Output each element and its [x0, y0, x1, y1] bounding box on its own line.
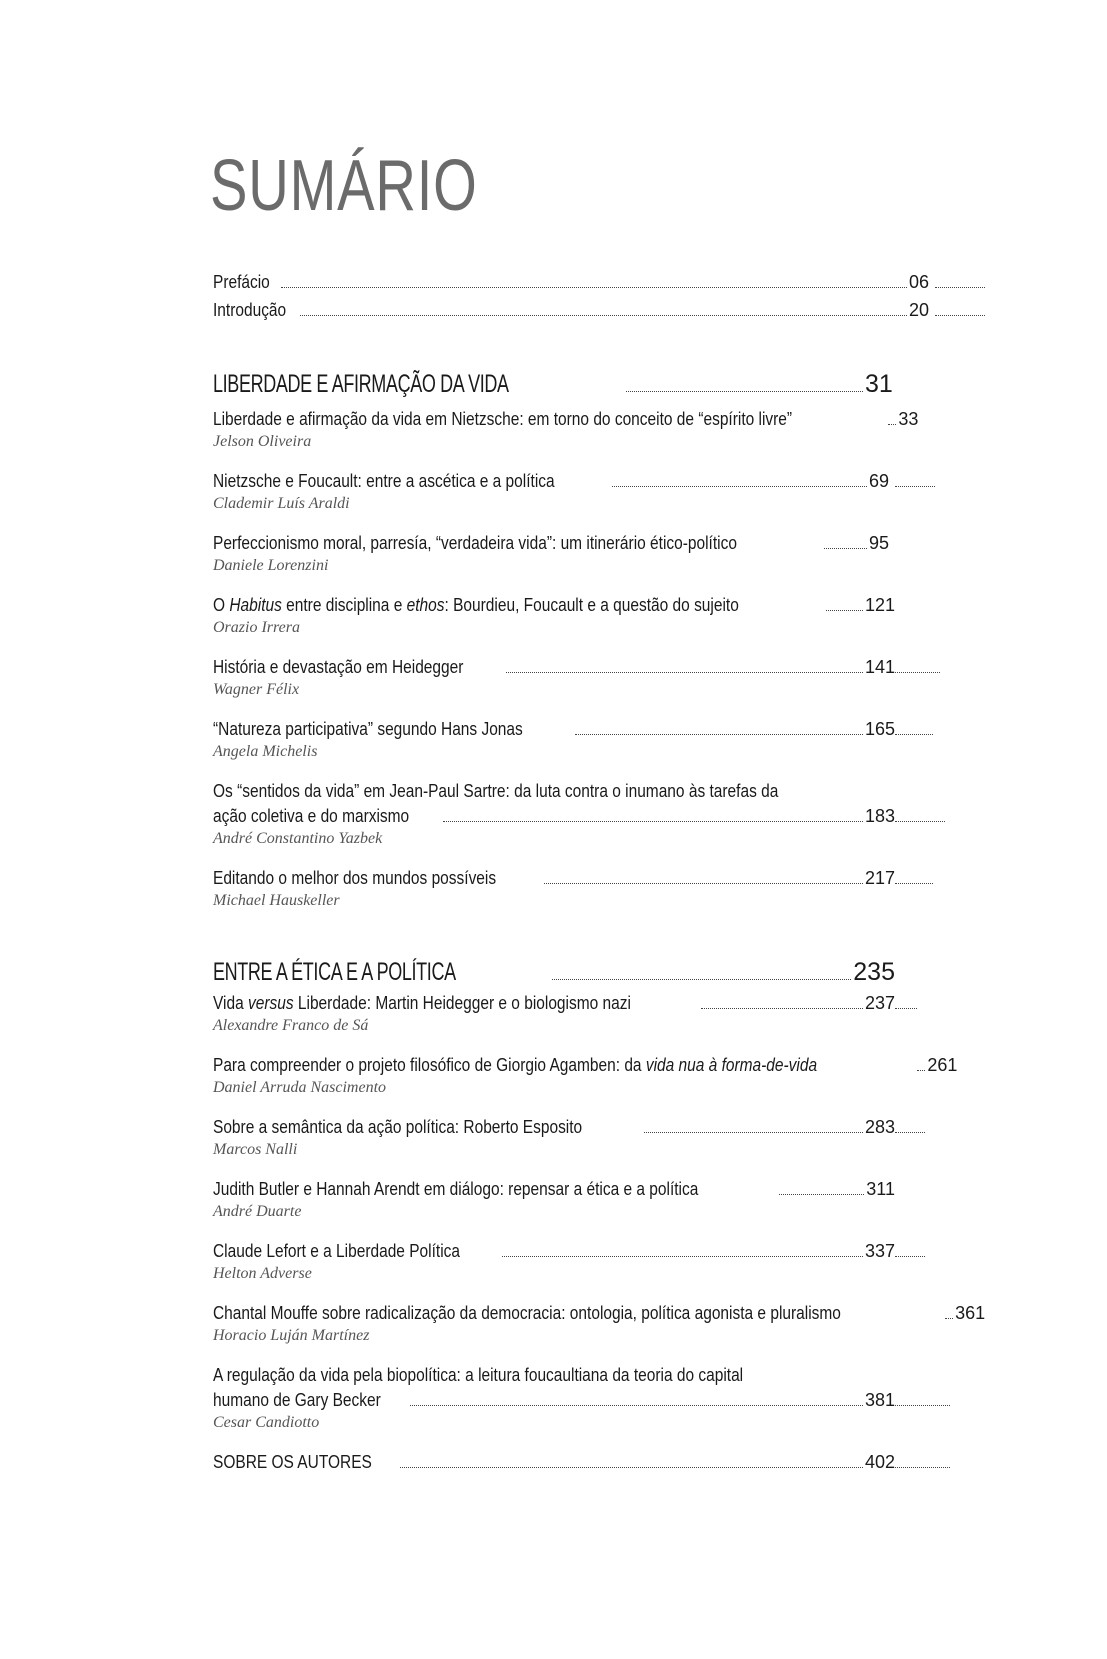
- entry-title: Judith Butler e Hannah Arendt em diálogo: repensar a ética e a política: [213, 1179, 699, 1199]
- entry-author: André Duarte: [213, 1203, 302, 1220]
- dot-leader: [575, 734, 863, 735]
- toc-entry[interactable]: [213, 1115, 985, 1160]
- page-number: 121: [864, 595, 895, 615]
- page-title: SUMÁRIO: [210, 146, 478, 226]
- page-number: 235: [853, 958, 895, 986]
- dot-leader: [552, 979, 851, 980]
- dot-leader: [779, 1194, 864, 1195]
- entry-author: Marcos Nalli: [213, 1141, 298, 1158]
- page-number: 217: [864, 868, 895, 888]
- toc-entry-sobre-os-autores[interactable]: [213, 1450, 985, 1475]
- dot-leader: [917, 1070, 925, 1071]
- page-number: 381: [864, 1390, 895, 1410]
- dot-leader: [300, 315, 907, 316]
- entry-author: Daniele Lorenzini: [213, 557, 329, 574]
- entry-author: Daniel Arruda Nascimento: [213, 1079, 387, 1096]
- page-number: 402: [864, 1452, 895, 1472]
- entry-title: “Natureza participativa” segundo Hans Jonas: [213, 719, 523, 739]
- entry-title: Claude Lefort e a Liberdade Política: [213, 1241, 460, 1261]
- toc-entry[interactable]: [213, 717, 985, 762]
- entry-title: Nietzsche e Foucault: entre a ascética e a política: [213, 471, 555, 491]
- page-number: 183: [864, 806, 895, 826]
- section-heading-2[interactable]: [213, 955, 985, 989]
- dot-leader-trail: [895, 734, 933, 735]
- entry-title-line-1: A regulação da vida pela biopolítica: a leitura foucaultiana da teoria do capital: [213, 1365, 744, 1385]
- toc-entry[interactable]: [213, 469, 985, 514]
- dot-leader: [945, 1318, 953, 1319]
- entry-title: Sobre a semântica da ação política: Roberto Esposito: [213, 1117, 583, 1137]
- entry-title: História e devastação em Heidegger: [213, 657, 464, 677]
- toc-entry[interactable]: [213, 1177, 985, 1222]
- entry-author: Clademir Luís Araldi: [213, 495, 350, 512]
- table-of-contents: [213, 270, 985, 1475]
- dot-leader-trail: [895, 1256, 925, 1257]
- dot-leader-trail: [935, 315, 985, 316]
- page-number: 337: [864, 1241, 895, 1261]
- dot-leader-trail: [895, 1132, 925, 1133]
- entry-title: Chantal Mouffe sobre radicalização da democracia: ontologia, política agonista e pluralismo: [213, 1303, 841, 1323]
- entry-author: André Constantino Yazbek: [213, 830, 383, 847]
- entry-author: Horacio Luján Martínez: [213, 1327, 370, 1344]
- dot-leader: [824, 548, 867, 549]
- page-number: 361: [955, 1303, 986, 1323]
- dot-leader: [506, 672, 863, 673]
- dot-leader-trail: [895, 672, 940, 673]
- page-number: 283: [864, 1117, 895, 1137]
- section-heading-1[interactable]: [213, 367, 985, 401]
- dot-leader: [544, 883, 863, 884]
- page-number: 69: [869, 471, 890, 491]
- entry-title: O Habitus entre disciplina e ethos: Bourdieu, Foucault e a questão do sujeito: [213, 595, 739, 615]
- entry-title: Vida versus Liberdade: Martin Heidegger e o biologismo nazi: [213, 993, 631, 1013]
- dot-leader-trail: [895, 1008, 917, 1009]
- entry-title-line-1: Os “sentidos da vida” em Jean-Paul Sartre: da luta contra o inumano às tarefas da: [213, 781, 779, 801]
- entry-author: Cesar Candiotto: [213, 1414, 320, 1431]
- entry-title-line-2: ação coletiva e do marxismo: [213, 806, 410, 826]
- entry-author: Orazio Irrera: [213, 619, 300, 636]
- dot-leader: [626, 391, 863, 392]
- dot-leader: [443, 821, 863, 822]
- entry-title: Introdução: [213, 300, 287, 320]
- dot-leader-trail: [895, 1405, 950, 1406]
- toc-entry[interactable]: [213, 991, 985, 1036]
- toc-entry[interactable]: [213, 1301, 985, 1346]
- toc-entry[interactable]: [213, 1053, 985, 1098]
- page-number: 20: [909, 300, 930, 320]
- entry-author: Jelson Oliveira: [213, 433, 312, 450]
- entry-author: Helton Adverse: [213, 1265, 312, 1282]
- toc-entry[interactable]: [213, 655, 985, 700]
- dot-leader: [410, 1405, 863, 1406]
- toc-entry[interactable]: [213, 593, 985, 638]
- toc-entry-introducao[interactable]: [213, 298, 985, 323]
- section-title: LIBERDADE E AFIRMAÇÃO DA VIDA: [213, 370, 509, 398]
- dot-leader-trail: [895, 883, 933, 884]
- entry-title: Prefácio: [213, 272, 270, 292]
- entry-author: Alexandre Franco de Sá: [213, 1017, 369, 1034]
- entry-author: Michael Hauskeller: [213, 892, 340, 909]
- dot-leader: [701, 1008, 863, 1009]
- dot-leader: [400, 1467, 863, 1468]
- dot-leader: [281, 287, 907, 288]
- toc-entry[interactable]: [213, 531, 985, 576]
- dot-leader: [644, 1132, 863, 1133]
- toc-entry[interactable]: [213, 1363, 985, 1433]
- dot-leader-trail: [895, 821, 945, 822]
- dot-leader: [826, 610, 863, 611]
- dot-leader: [502, 1256, 863, 1257]
- entry-title: Editando o melhor dos mundos possíveis: [213, 868, 497, 888]
- page-number: 141: [864, 657, 895, 677]
- toc-entry[interactable]: [213, 1239, 985, 1284]
- entry-title: Perfeccionismo moral, parresía, “verdadeira vida”: um itinerário ético-político: [213, 533, 737, 553]
- entry-title: Liberdade e afirmação da vida em Nietzsche: em torno do conceito de “espírito livre”: [213, 409, 793, 429]
- section-title: ENTRE A ÉTICA E A POLÍTICA: [213, 958, 456, 986]
- page-number: 237: [864, 993, 895, 1013]
- dot-leader-trail: [935, 287, 985, 288]
- entry-title-line-2: humano de Gary Becker: [213, 1390, 381, 1410]
- page-number: 33: [898, 409, 919, 429]
- toc-entry-prefacio[interactable]: [213, 270, 985, 295]
- page-number: 311: [866, 1179, 895, 1199]
- entry-author: Angela Michelis: [213, 743, 318, 760]
- dot-leader: [888, 424, 896, 425]
- page-number: 06: [909, 272, 930, 292]
- toc-entry[interactable]: [213, 407, 985, 452]
- dot-leader-trail: [895, 1467, 950, 1468]
- toc-entry[interactable]: [213, 779, 985, 849]
- page-number: 261: [927, 1055, 958, 1075]
- entry-author: Wagner Félix: [213, 681, 300, 698]
- page-number: 31: [865, 370, 893, 398]
- toc-entry[interactable]: [213, 866, 985, 911]
- dot-leader-trail: [895, 486, 935, 487]
- dot-leader: [612, 486, 867, 487]
- page-number: 95: [869, 533, 890, 553]
- page-number: 165: [864, 719, 895, 739]
- entry-title: Para compreender o projeto filosófico de Giorgio Agamben: da vida nua à forma-de-vida: [213, 1055, 818, 1075]
- entry-title: SOBRE OS AUTORES: [213, 1452, 372, 1472]
